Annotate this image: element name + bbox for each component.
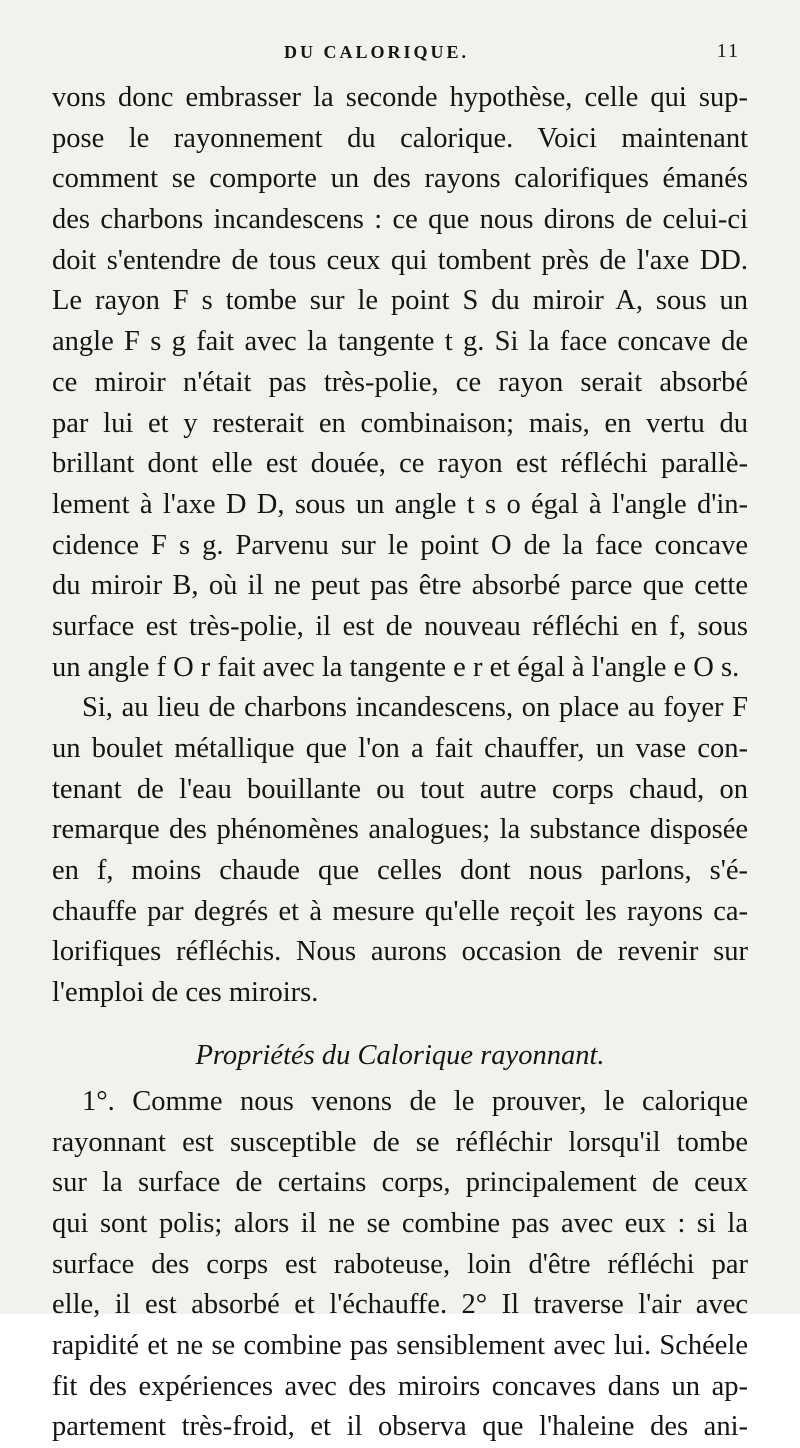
page-number: 11 — [716, 40, 740, 62]
text-line: l'emploi de ces miroirs. — [52, 977, 319, 1009]
text-line: un angle f O r fait avec la tangente e r et égal à l'angle e O s. — [52, 651, 740, 683]
text-line: comment se comporte un des rayons calorifiques émanés — [52, 163, 748, 195]
text-line: qui sont polis; alors il ne se combine pas avec eux : si la — [52, 1207, 748, 1239]
text-line: elle, il est absorbé et l'échauffe. 2° Il traverse l'air avec — [52, 1289, 748, 1321]
text-line: Si, au lieu de charbons incandescens, on place au foyer F — [82, 692, 748, 724]
text-line: Le rayon F s tombe sur le point S du miroir A, sous un — [52, 285, 748, 317]
page-body — [52, 78, 748, 1448]
paragraph-3 — [52, 1082, 748, 1448]
text-line: un boulet métallique que l'on a fait chauffer, un vase con- — [52, 733, 748, 764]
text-line: partement très-froid, et il observa que l'haleine des ani- — [52, 1411, 748, 1443]
text-line: surface des corps est raboteuse, loin d'être réfléchi par — [52, 1248, 748, 1280]
text-line: pose le rayonnement du calorique. Voici maintenant — [52, 122, 748, 154]
text-line: rayonnant est susceptible de se réfléchir lorsqu'il tombe — [52, 1126, 748, 1158]
text-line: tenant de l'eau bouillante ou tout autre corps chaud, on — [52, 773, 748, 805]
text-line: par lui et y resterait en combinaison; mais, en vertu du — [52, 407, 748, 439]
text-line: chauffe par degrés et à mesure qu'elle reçoit les rayons ca- — [52, 895, 748, 927]
text-line: surface est très-polie, il est de nouveau réfléchi en f, sous — [52, 610, 748, 642]
text-line: 1°. Comme nous venons de le prouver, le calorique — [82, 1085, 748, 1117]
text-line: fit des expériences avec des miroirs concaves dans un ap- — [52, 1370, 748, 1402]
text-line: cidence F s g. Parvenu sur le point O de la face concave — [52, 529, 748, 561]
page-header — [0, 38, 800, 78]
text-line: lorifiques réfléchis. Nous aurons occasion de revenir sur — [52, 936, 748, 968]
text-line: vons donc embrasser la seconde hypothèse, celle qui sup- — [52, 82, 748, 113]
text-line: ce miroir n'était pas très-polie, ce rayon serait absorbé — [52, 366, 748, 398]
running-title: DU CALORIQUE. — [284, 42, 470, 62]
text-line: remarque des phénomènes analogues; la substance disposée — [52, 814, 748, 846]
text-line: doit s'entendre de tous ceux qui tombent près de l'axe DD. — [52, 244, 748, 276]
text-line: brillant dont elle est douée, ce rayon est réfléchi parallè- — [52, 448, 748, 480]
paragraph-1 — [52, 78, 748, 688]
text-line: angle F s g fait avec la tangente t g. Si la face concave de — [52, 326, 748, 358]
text-line: des charbons incandescens : ce que nous dirons de celui-ci — [52, 204, 748, 236]
text-line: sur la surface de certains corps, principalement de ceux — [52, 1167, 748, 1199]
paragraph-2 — [52, 688, 748, 1014]
text-line: du miroir B, où il ne peut pas être absorbé parce que cette — [52, 570, 748, 602]
text-line: en f, moins chaude que celles dont nous parlons, s'é- — [52, 855, 748, 887]
text-line: rapidité et ne se combine pas sensiblement avec lui. Schéele — [52, 1329, 748, 1361]
section-title: Propriétés du Calorique rayonnant. — [195, 1039, 605, 1071]
text-line: lement à l'axe D D, sous un angle t s o égal à l'angle d'in- — [52, 488, 748, 520]
